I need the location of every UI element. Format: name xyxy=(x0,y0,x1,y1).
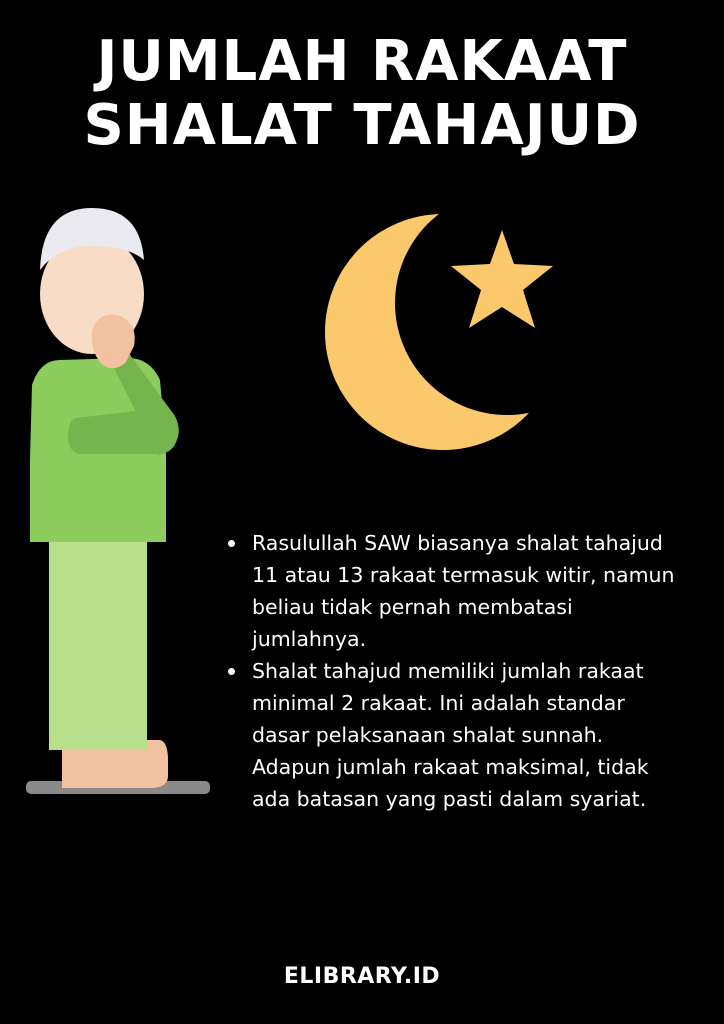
bullet-item-1 xyxy=(224,527,684,655)
crescent-moon xyxy=(325,214,561,450)
praying-man-icon xyxy=(0,190,215,800)
title-line-1: JUMLAH RAKAAT xyxy=(96,29,628,94)
bullet-text-2: Shalat tahajud memiliki jumlah rakaat minimal 2 rakaat. Ini adalah standar dasar pelaksanaan shalat sunnah. Adapun jumlah rakaat maksimal, tidak ada batasan yang pasti dalam syariat. xyxy=(252,659,649,811)
bullet-dot-icon xyxy=(228,668,235,675)
sarong xyxy=(49,532,147,750)
bullet-list xyxy=(224,527,684,815)
footer-brand: ELIBRARY.ID xyxy=(283,964,441,989)
title-line-2: SHALAT TAHAJUD xyxy=(83,93,641,158)
bullet-text-1: Rasulullah SAW biasanya shalat tahajud 11 atau 13 rakaat termasuk witir, namun beliau tidak pernah membatasi jumlahnya. xyxy=(252,531,675,651)
bullet-item-2 xyxy=(224,655,684,815)
crescent-star-icon xyxy=(325,205,565,460)
page-title xyxy=(0,30,724,158)
bullet-dot-icon xyxy=(228,540,235,547)
